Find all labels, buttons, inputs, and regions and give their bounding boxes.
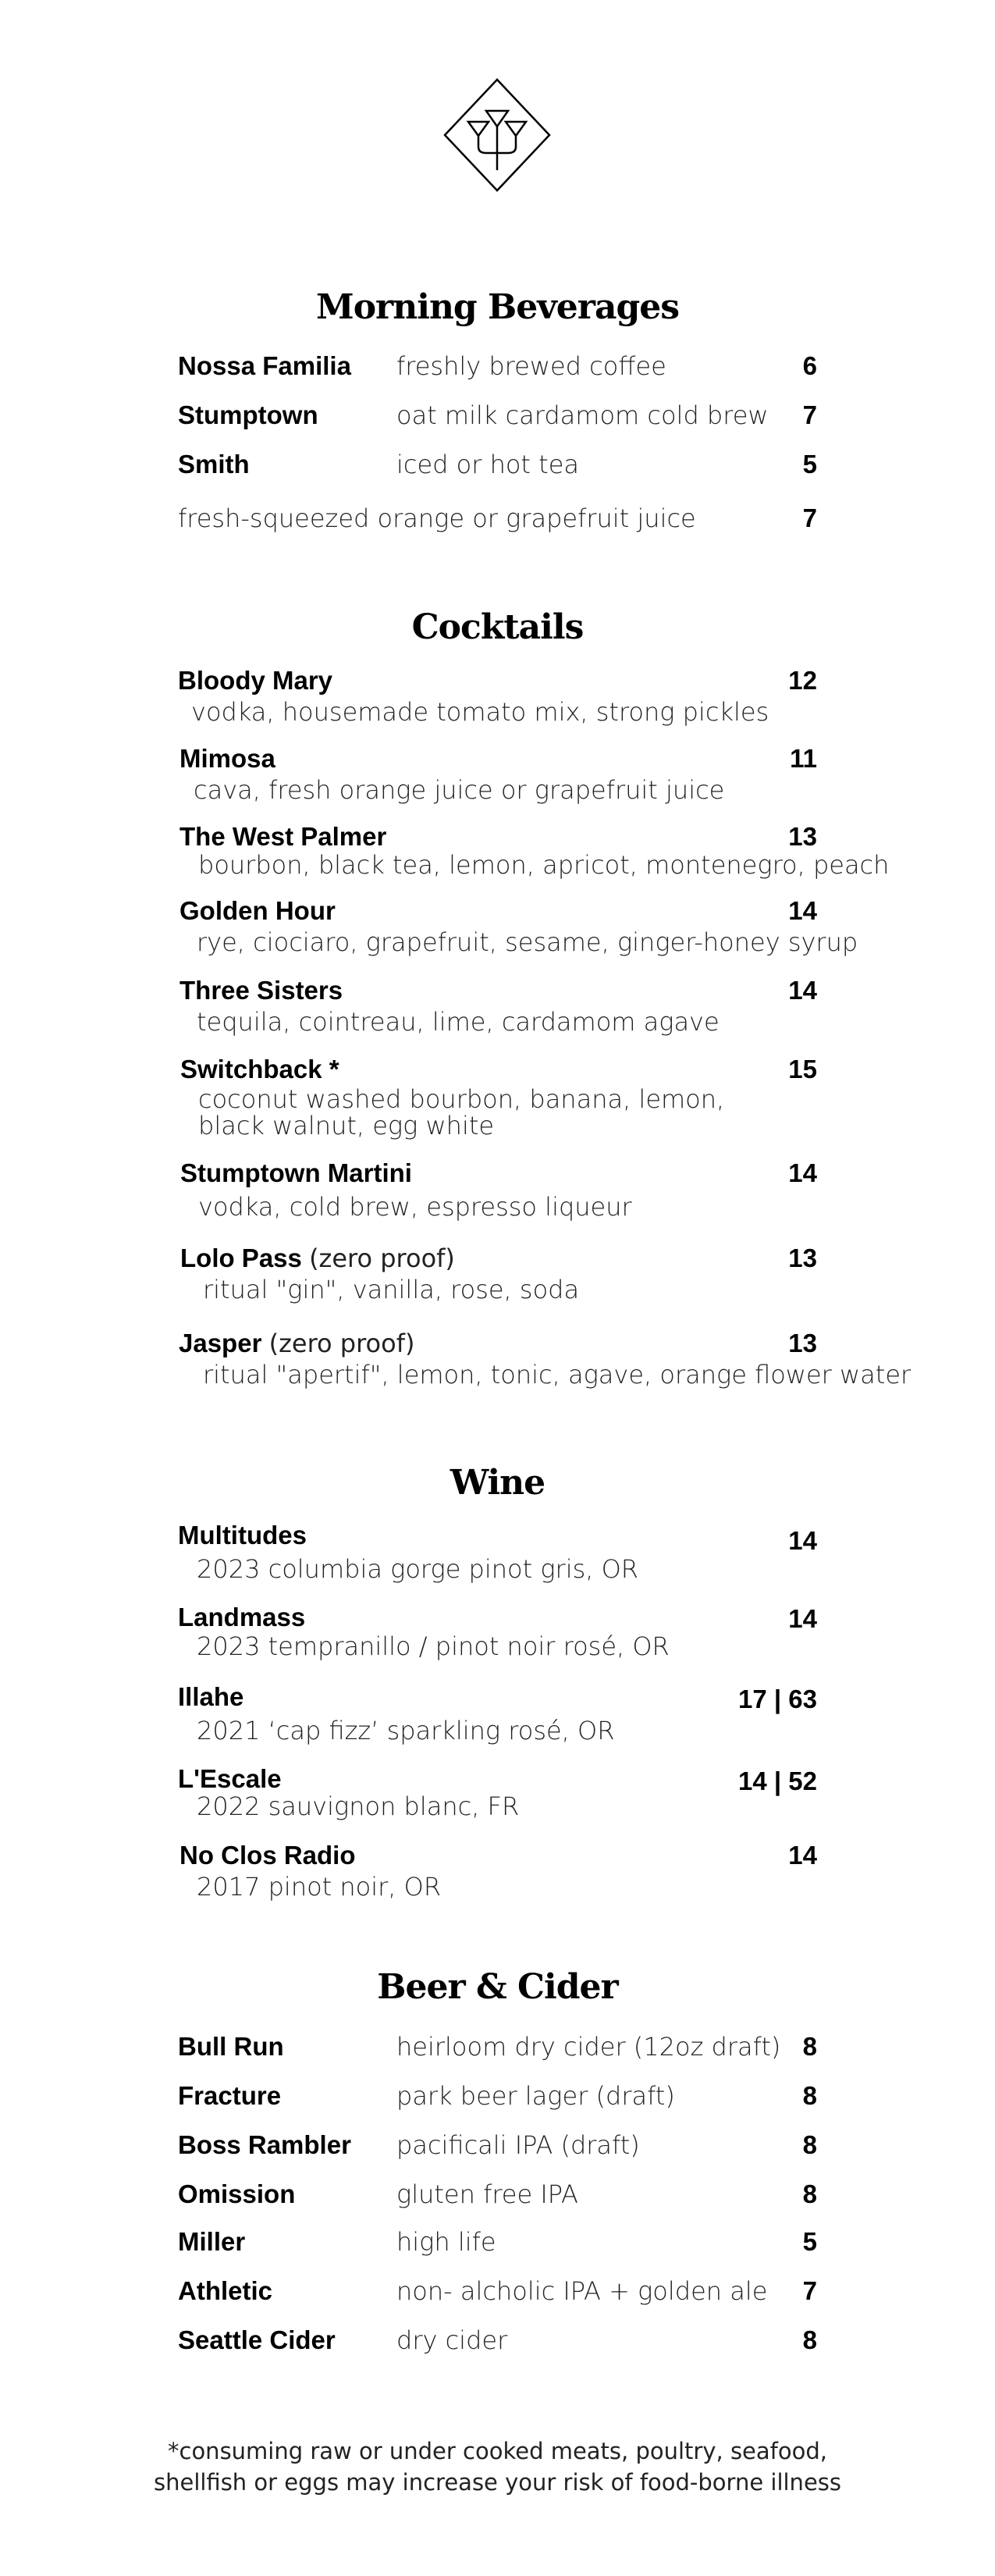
item-name: Landmass — [178, 1603, 306, 1631]
item-description: oat milk cardamom cold brew — [396, 400, 769, 430]
item-description: park beer lager (draft) — [396, 2081, 675, 2111]
item-name: The West Palmer — [179, 822, 387, 851]
section-title-wine: Wine — [450, 1463, 545, 1503]
item-name: Mimosa — [179, 744, 275, 773]
item-description: freshly brewed coffee — [396, 351, 666, 381]
item-price: 17 | 63 — [738, 1685, 817, 1713]
item-price: 15 — [788, 1055, 817, 1083]
item-price: 14 | 52 — [738, 1767, 817, 1795]
item-name: Bloody Mary — [178, 666, 333, 695]
item-description: heirloom dry cider (12oz draft) — [396, 2032, 781, 2062]
item-description: 2021 ‘cap fizz’ sparkling rosé, OR — [197, 1716, 615, 1745]
item-price: 8 — [802, 2179, 817, 2208]
item-name: Lolo Pass (zero proof) — [180, 1244, 455, 1273]
item-price: 7 — [802, 400, 817, 429]
item-name: No Clos Radio — [179, 1841, 356, 1870]
item-description: vodka, cold brew, espresso liqueur — [198, 1192, 632, 1222]
section-title-beer-cider: Beer & Cider — [377, 1967, 618, 2007]
item-description: fresh-squeezed orange or grapefruit juice — [178, 503, 696, 533]
item-name: Nossa Familia — [178, 351, 351, 380]
item-name: Boss Rambler — [178, 2130, 351, 2159]
item-price: 5 — [802, 450, 817, 479]
item-price: 8 — [802, 2081, 817, 2110]
item-description: non- alcholic IPA + golden ale — [396, 2276, 768, 2306]
item-name: Golden Hour — [179, 896, 336, 925]
item-description: 2022 sauvignon blanc, FR — [197, 1791, 520, 1821]
item-price: 14 — [788, 1841, 817, 1870]
item-description: high life — [396, 2227, 496, 2257]
item-price: 13 — [788, 1244, 817, 1272]
allergy-footnote — [0, 2435, 995, 2498]
item-description: coconut washed bourbon, banana, lemon, — [198, 1084, 725, 1114]
item-price: 13 — [788, 822, 817, 851]
item-price: 11 — [790, 744, 817, 773]
item-price: 5 — [802, 2227, 817, 2256]
item-price: 14 — [788, 976, 817, 1005]
item-description: rye, ciociaro, grapefruit, sesame, ginger-honey syrup — [197, 927, 858, 957]
item-description: ritual "gin", vanilla, rose, soda — [203, 1275, 580, 1304]
item-price: 14 — [788, 896, 817, 925]
item-price: 7 — [802, 503, 817, 532]
section-title-cocktails: Cocktails — [411, 607, 584, 647]
item-note: (zero proof) — [268, 1329, 415, 1358]
item-price: 8 — [802, 2325, 817, 2354]
item-name: Smith — [178, 450, 250, 479]
item-name: Illahe — [178, 1682, 244, 1711]
item-name: Multitudes — [178, 1521, 307, 1550]
item-description-line2: black walnut, egg white — [198, 1111, 495, 1140]
item-description: ritual "apertif", lemon, tonic, agave, orange flower water — [203, 1360, 911, 1389]
item-description: 2023 tempranillo / pinot noir rosé, OR — [197, 1631, 670, 1661]
item-name: Fracture — [178, 2081, 282, 2110]
item-name: Stumptown — [178, 400, 318, 429]
item-price: 8 — [802, 2032, 817, 2061]
footnote-line: *consuming raw or under cooked meats, poultry, seafood, — [168, 2438, 827, 2464]
section-title-morning: Morning Beverages — [316, 287, 679, 327]
item-description: 2023 columbia gorge pinot gris, OR — [197, 1554, 639, 1584]
item-description: iced or hot tea — [396, 450, 579, 479]
item-name: Miller — [178, 2227, 246, 2256]
item-name: L'Escale — [178, 1764, 282, 1793]
item-price: 8 — [802, 2130, 817, 2159]
item-description: gluten free IPA — [396, 2179, 578, 2209]
item-description: tequila, cointreau, lime, cardamom agave — [197, 1007, 720, 1037]
item-name: Three Sisters — [179, 976, 343, 1005]
item-price: 7 — [802, 2276, 817, 2305]
item-description: cava, fresh orange juice or grapefruit juice — [194, 775, 725, 805]
item-price: 13 — [788, 1329, 817, 1357]
item-description: vodka, housemade tomato mix, strong pickles — [191, 697, 769, 727]
item-name: Omission — [178, 2179, 296, 2208]
footnote-line: shellfish or eggs may increase your risk of food-borne illness — [153, 2469, 842, 2496]
item-price: 12 — [788, 666, 817, 695]
item-name: Seattle Cider — [178, 2325, 336, 2354]
item-price: 14 — [788, 1158, 817, 1187]
item-description: bourbon, black tea, lemon, apricot, montenegro, peach — [198, 850, 890, 880]
item-note: (zero proof) — [309, 1244, 455, 1273]
item-price: 6 — [802, 351, 817, 380]
item-price: 14 — [788, 1604, 817, 1633]
cocktail-glasses-diamond-icon — [442, 78, 552, 192]
item-name: Switchback * — [180, 1055, 339, 1083]
item-name: Athletic — [178, 2276, 273, 2305]
item-price: 14 — [788, 1526, 817, 1555]
item-name: Jasper (zero proof) — [179, 1329, 415, 1358]
item-description: dry cider — [396, 2325, 508, 2355]
item-description: 2017 pinot noir, OR — [197, 1872, 442, 1902]
item-name: Bull Run — [178, 2032, 284, 2061]
item-description: pacificali IPA (draft) — [396, 2130, 640, 2160]
item-name: Stumptown Martini — [180, 1158, 412, 1187]
